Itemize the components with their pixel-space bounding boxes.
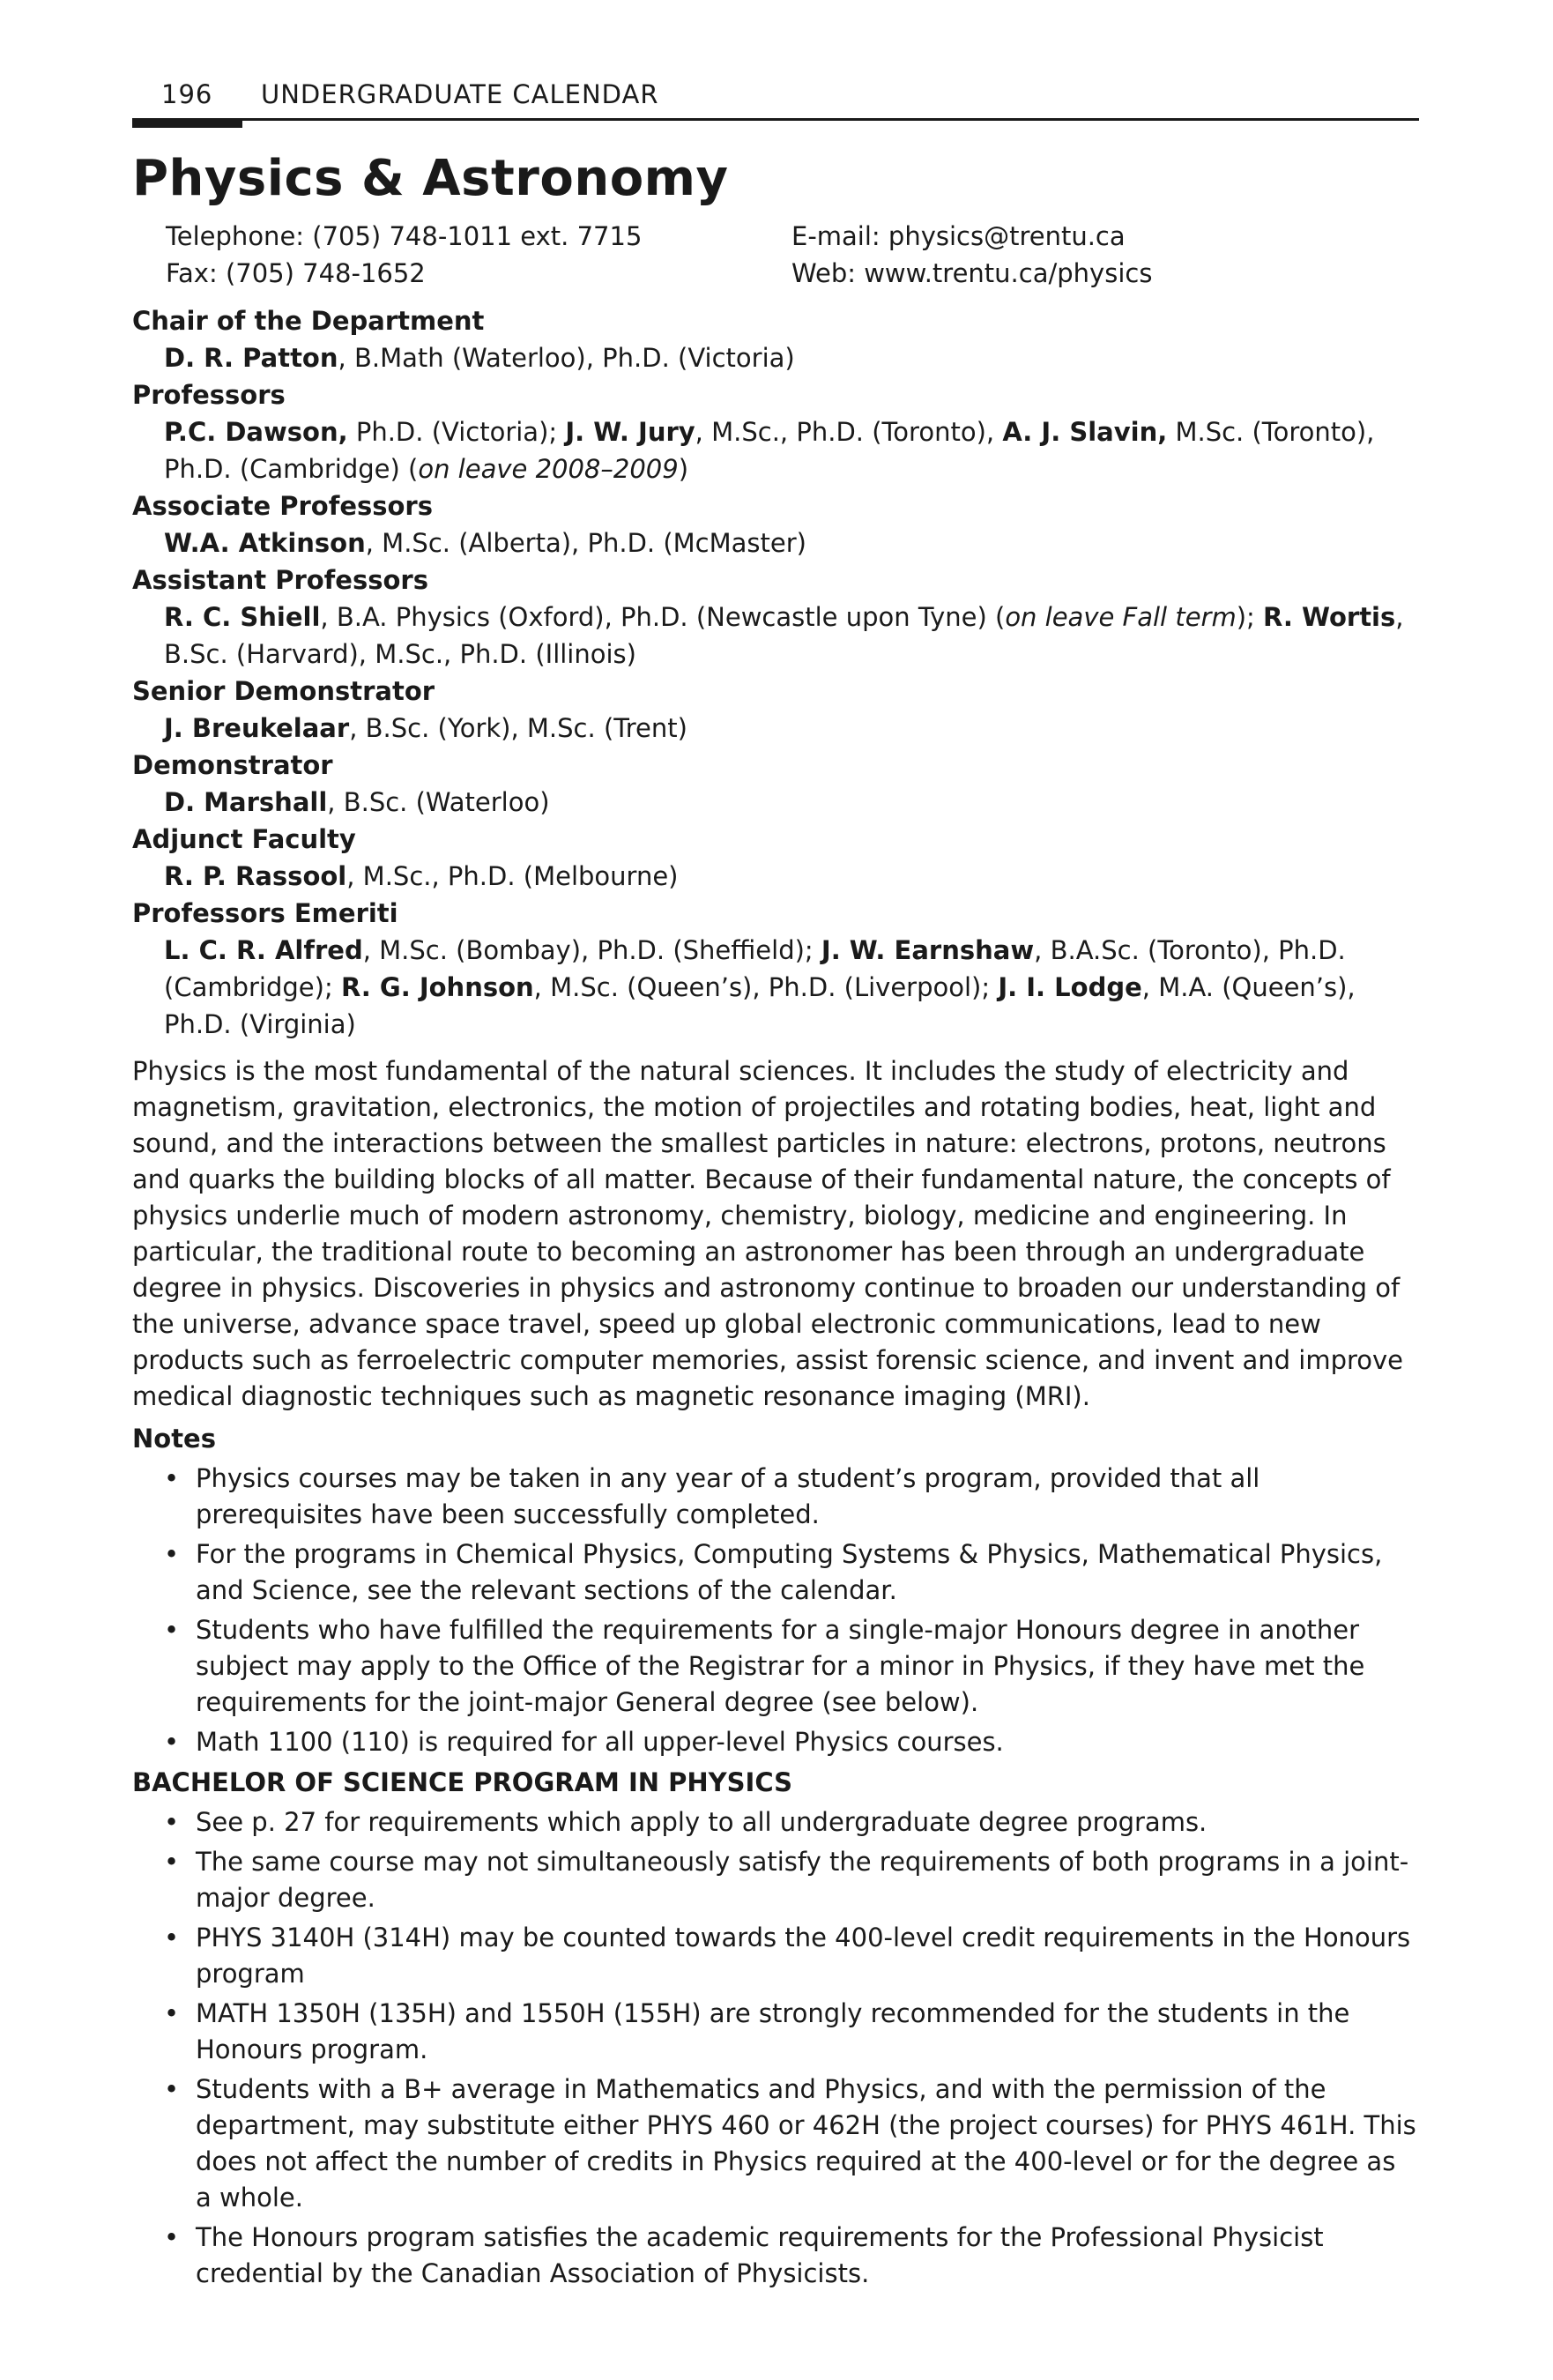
list-item: • MATH 1350H (135H) and 1550H (155H) are strongly recommended for the students in the Honours program. (132, 1996, 1419, 2068)
credentials: , B.Sc. (York), M.Sc. (Trent) (349, 713, 687, 743)
calendar-page (132, 79, 1419, 2295)
credentials: , B.A. Physics (Oxford), Ph.D. (Newcastle upon Tyne) ( (320, 602, 1006, 632)
running-header (132, 79, 1419, 123)
credentials: , M.Sc. (Bombay), Ph.D. (Sheffield); (362, 935, 821, 965)
credentials: , M.Sc., Ph.D. (Melbourne) (346, 861, 679, 891)
staff-heading: Professors Emeriti (132, 898, 398, 928)
list-item: • The Honours program satisfies the academic requirements for the Professional Physicist credential by the Canadian Association of Physicists. (132, 2220, 1419, 2292)
staff-name: D. Marshall (164, 787, 328, 817)
list-item: • Students with a B+ average in Mathematics and Physics, and with the permission of the department, may substitute either PHYS 460 or 462H (the project courses) for PHYS 461H. This does not affect the number of credits in Physics required at the 400-level or for the degree as a whole. (132, 2071, 1419, 2216)
bsc-list (132, 1804, 1419, 2292)
intro-paragraph: Physics is the most fundamental of the natural sciences. It includes the study of electricity and magnetism, gravitation, electronics, the motion of projectiles and rotating bodies, heat, light and sound, and the interactions between the smallest particles in nature: electrons, protons, neutrons and quarks the building blocks of all matter. Because of their fundamental nature, the concepts of physics underlie much of modern astronomy, chemistry, biology, medicine and engineering. In particular, the traditional route to becoming an astronomer has been through an undergraduate degree in physics. Discoveries in physics and astronomy continue to broaden our understanding of the universe, advance space travel, speed up global electronic communications, lead to new products such as ferroelectric computer memories, assist forensic science, and invent and improve medical diagnostic techniques such as magnetic resonance imaging (MRI). (132, 1056, 1404, 1411)
staff-group (132, 747, 1419, 821)
staff-name: A. J. Slavin, (1002, 417, 1168, 447)
credentials: , M.Sc. (Queen’s), Ph.D. (Liverpool); (533, 972, 999, 1002)
staff-name: J. Breukelaar (164, 713, 350, 743)
list-item: • Students who have fulfilled the requirements for a single-major Honours degree in another subject may apply to the Office of the Registrar for a minor in Physics, if they have met the requirements for the joint-major General degree (see below). (132, 1612, 1419, 1721)
staff-name: L. C. R. Alfred (164, 935, 363, 965)
staff-group (132, 562, 1419, 673)
staff-members (164, 413, 1419, 487)
staff-name: P.C. Dawson, (164, 417, 348, 447)
email: E-mail: physics@trentu.ca (791, 221, 1126, 251)
staff-members (164, 784, 1419, 821)
staff-members (164, 599, 1419, 673)
staff-name: R. P. Rassool (164, 861, 347, 891)
list-item: • See p. 27 for requirements which apply to all undergraduate degree programs. (132, 1804, 1419, 1841)
staff-name: R. Wortis (1263, 602, 1396, 632)
page-title: Physics & Astronomy (132, 150, 729, 207)
credentials: , M.Sc. (Alberta), Ph.D. (McMaster) (365, 528, 806, 558)
staff-heading: Demonstrator (132, 750, 333, 780)
list-item: • PHYS 3140H (314H) may be counted towards the 400-level credit requirements in the Honours program (132, 1920, 1419, 1992)
staff-list (132, 302, 1419, 1043)
staff-name: R. C. Shiell (164, 602, 321, 632)
staff-members (164, 524, 1419, 562)
staff-members (164, 932, 1419, 1043)
staff-heading: Adjunct Faculty (132, 824, 356, 854)
credentials: ) (678, 454, 689, 484)
leave-note: on leave Fall term (1005, 602, 1237, 632)
staff-group (132, 673, 1419, 747)
staff-name: J. W. Jury (565, 417, 695, 447)
credentials: , B.Sc. (Waterloo) (327, 787, 550, 817)
staff-name: J. I. Lodge (998, 972, 1142, 1002)
page-number: 196 (161, 79, 213, 109)
staff-heading: Chair of the Department (132, 306, 485, 336)
staff-members (164, 710, 1419, 747)
credentials: ); (1236, 602, 1264, 632)
credentials: , B.Math (Waterloo), Ph.D. (Victoria) (338, 343, 795, 373)
staff-members (164, 858, 1419, 895)
contact-block (166, 219, 1419, 290)
credentials: , B.Sc. (Harvard), M.Sc., Ph.D. (Illinois) (164, 602, 1404, 669)
staff-group (132, 376, 1419, 487)
header-rule (132, 118, 1419, 121)
fax: Fax: (705) 748-1652 (166, 258, 426, 288)
staff-heading: Assistant Professors (132, 565, 428, 595)
telephone: Telephone: (705) 748-1011 ext. 7715 (166, 221, 643, 251)
staff-name: R. G. Johnson (340, 972, 534, 1002)
staff-name: J. W. Earnshaw (821, 935, 1035, 965)
staff-group (132, 487, 1419, 562)
staff-heading: Senior Demonstrator (132, 676, 435, 706)
credentials: M.Sc. (Toronto), Ph.D. (Cambridge) ( (164, 417, 1375, 484)
bsc-heading: BACHELOR OF SCIENCE PROGRAM IN PHYSICS (132, 1767, 793, 1797)
list-item: • Math 1100 (110) is required for all upper-level Physics courses. (132, 1724, 1419, 1760)
staff-members (164, 339, 1419, 376)
notes-heading: Notes (132, 1424, 216, 1454)
leave-note: on leave 2008–2009 (418, 454, 679, 484)
staff-name: D. R. Patton (164, 343, 338, 373)
notes-list (132, 1461, 1419, 1760)
web: Web: www.trentu.ca/physics (791, 258, 1153, 288)
staff-heading: Professors (132, 380, 286, 410)
credentials: , M.Sc., Ph.D. (Toronto), (695, 417, 1003, 447)
list-item: • The same course may not simultaneously satisfy the requirements of both programs in a joint-major degree. (132, 1844, 1419, 1916)
list-item: • Physics courses may be taken in any year of a student’s program, provided that all prerequisites have been successfully completed. (132, 1461, 1419, 1533)
running-title: UNDERGRADUATE CALENDAR (261, 79, 659, 109)
staff-heading: Associate Professors (132, 491, 433, 521)
credentials: Ph.D. (Victoria); (347, 417, 566, 447)
staff-group (132, 895, 1419, 1043)
credentials: , M.A. (Queen’s), Ph.D. (Virginia) (164, 972, 1356, 1039)
staff-group (132, 821, 1419, 895)
header-rule-bar (132, 118, 242, 128)
staff-name: W.A. Atkinson (164, 528, 366, 558)
list-item: • For the programs in Chemical Physics, Computing Systems & Physics, Mathematical Physics, and Science, see the relevant sections of the calendar. (132, 1536, 1419, 1609)
staff-group (132, 302, 1419, 376)
credentials: , B.A.Sc. (Toronto), Ph.D. (Cambridge); (164, 935, 1346, 1002)
